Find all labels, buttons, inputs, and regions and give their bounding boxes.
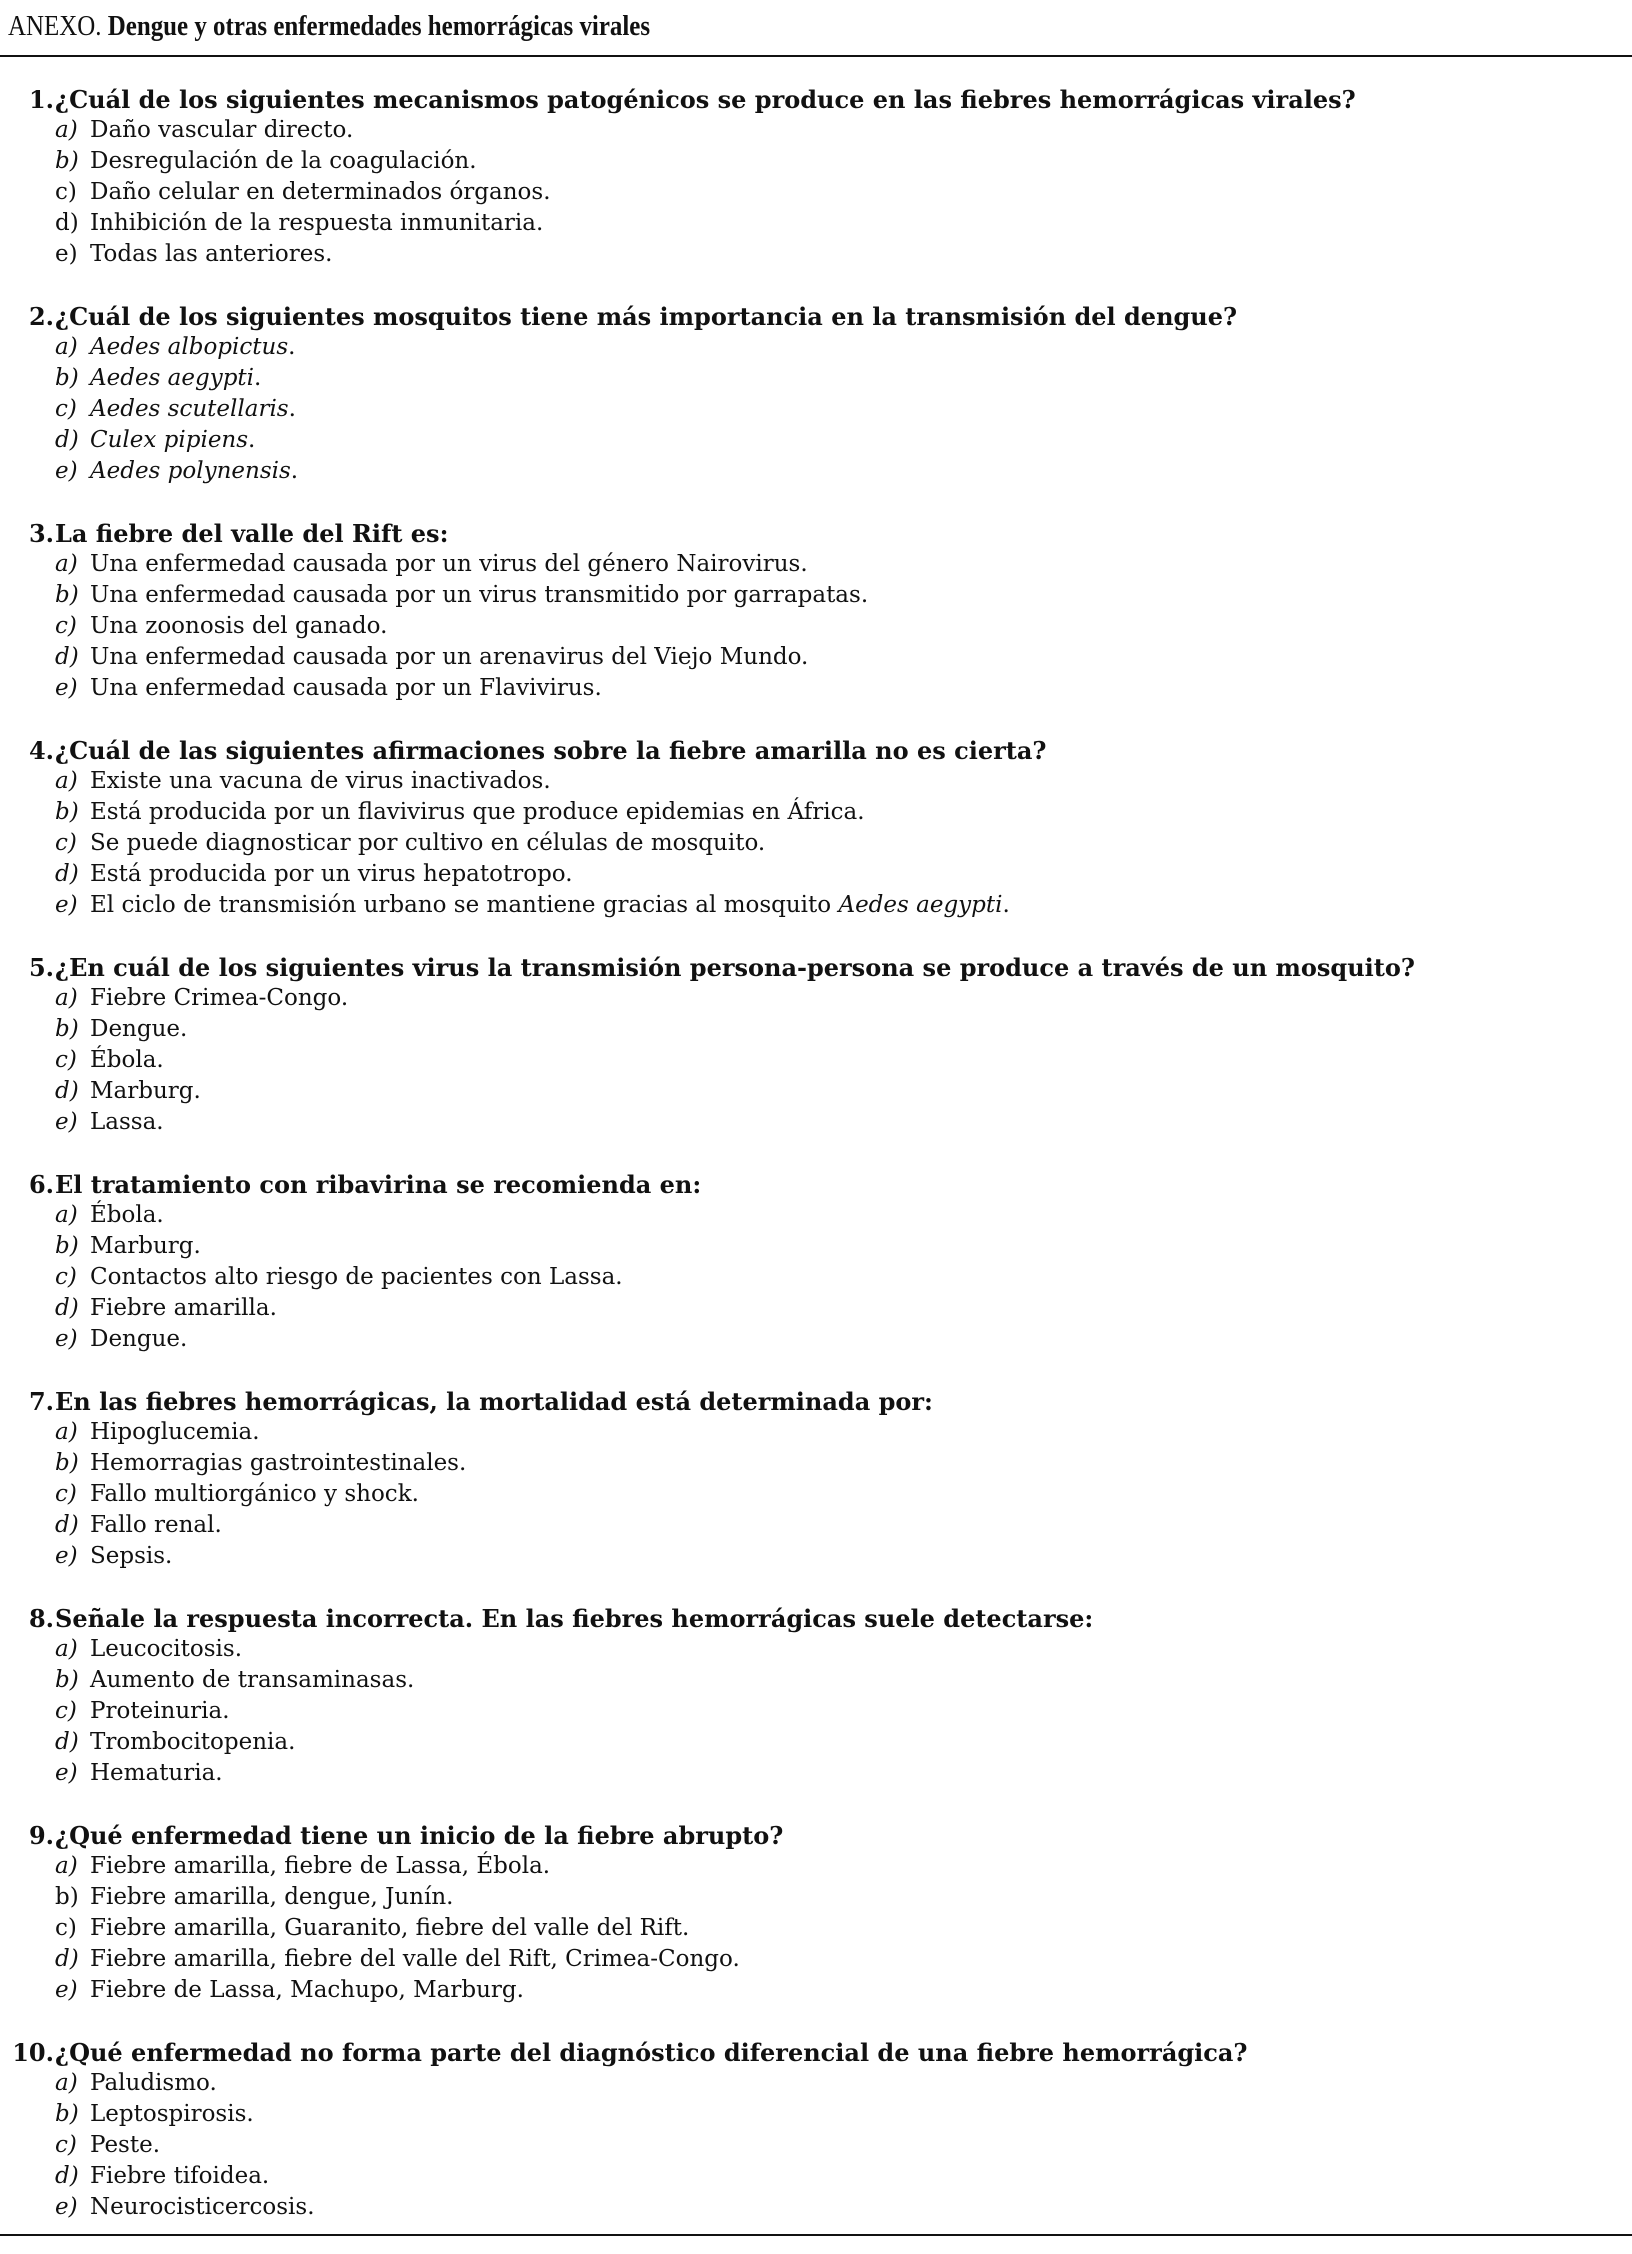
option-main-text: Lassa. bbox=[90, 1109, 164, 1135]
option-main-text: Fiebre amarilla. bbox=[90, 1295, 277, 1321]
option-text bbox=[90, 1510, 222, 1541]
question-heading bbox=[0, 1169, 1632, 1200]
option-text bbox=[90, 1913, 689, 1944]
option-letter: c) bbox=[55, 1264, 77, 1290]
question-heading bbox=[0, 2037, 1632, 2068]
option-letter: a) bbox=[55, 1202, 78, 1228]
option-letter: d) bbox=[55, 2163, 79, 2189]
option-main-text: Fiebre amarilla, fiebre de Lassa, Ébola. bbox=[90, 1853, 551, 1879]
option-text bbox=[90, 456, 298, 487]
option-main-text: Dengue. bbox=[90, 1326, 188, 1352]
question-10 bbox=[0, 2037, 1632, 2223]
option-main-text: Existe una vacuna de virus inactivados. bbox=[90, 768, 551, 794]
answer-options bbox=[0, 1200, 1632, 1355]
option-main-text: Inhibición de la respuesta inmunitaria. bbox=[90, 210, 544, 236]
answer-option bbox=[0, 1541, 1632, 1572]
answer-option bbox=[0, 580, 1632, 611]
question-number: 1. bbox=[28, 85, 54, 114]
option-main-text: Hipoglucemia. bbox=[90, 1419, 260, 1445]
option-text bbox=[90, 1324, 187, 1355]
option-main-text: Hemorragias gastrointestinales. bbox=[90, 1450, 467, 1476]
answer-option bbox=[0, 2161, 1632, 2192]
question-heading bbox=[0, 1820, 1632, 1851]
page-header bbox=[8, 8, 650, 44]
option-letter: e) bbox=[55, 892, 78, 918]
question-text: Señale la respuesta incorrecta. En las fiebres hemorrágicas suele detectarse: bbox=[55, 1604, 1094, 1633]
question-8 bbox=[0, 1603, 1632, 1789]
question-text: ¿Cuál de los siguientes mecanismos patogénicos se produce en las fiebres hemorrágicas virales? bbox=[55, 85, 1356, 114]
option-text bbox=[90, 797, 865, 828]
option-letter: a) bbox=[55, 985, 78, 1011]
option-suffix: . bbox=[290, 458, 299, 484]
answer-option bbox=[0, 766, 1632, 797]
option-suffix: . bbox=[248, 427, 256, 453]
option-text bbox=[90, 611, 387, 642]
option-main-text: Aumento de transaminasas. bbox=[90, 1667, 415, 1693]
answer-option bbox=[0, 1634, 1632, 1665]
question-text: La fiebre del valle del Rift es: bbox=[55, 519, 449, 548]
answer-options bbox=[0, 332, 1632, 487]
option-letter: e) bbox=[55, 1977, 78, 2003]
option-letter: a) bbox=[55, 551, 78, 577]
answer-option bbox=[0, 549, 1632, 580]
header-title: Dengue y otras enfermedades hemorrágicas virales bbox=[107, 10, 651, 42]
option-text bbox=[90, 1882, 453, 1913]
option-suffix: . bbox=[288, 334, 296, 360]
option-main-text: Fallo multiorgánico y shock. bbox=[90, 1481, 419, 1507]
option-letter: b) bbox=[55, 582, 79, 608]
option-letter: d) bbox=[55, 1512, 79, 1538]
option-text bbox=[90, 1045, 164, 1076]
option-text bbox=[90, 394, 296, 425]
option-text bbox=[90, 177, 551, 208]
option-letter: b) bbox=[55, 2101, 79, 2127]
option-main-text: Daño celular en determinados órganos. bbox=[90, 179, 551, 205]
option-main-text: Dengue. bbox=[90, 1016, 188, 1042]
option-letter: e) bbox=[55, 2194, 78, 2220]
option-letter: c) bbox=[55, 613, 77, 639]
option-letter: d) bbox=[55, 1946, 79, 1972]
option-letter: e) bbox=[55, 1760, 78, 1786]
option-letter: e) bbox=[55, 241, 78, 267]
option-text bbox=[90, 425, 255, 456]
option-text bbox=[90, 1014, 187, 1045]
question-number: 5. bbox=[28, 953, 54, 982]
question-heading bbox=[0, 518, 1632, 549]
option-emphasis: Aedes aegypti bbox=[838, 892, 1003, 918]
answer-option bbox=[0, 611, 1632, 642]
option-letter: b) bbox=[55, 799, 79, 825]
option-main-text: Aedes aegypti bbox=[90, 365, 255, 391]
question-7 bbox=[0, 1386, 1632, 1572]
answer-option bbox=[0, 456, 1632, 487]
option-letter: d) bbox=[55, 1078, 79, 1104]
option-main-text: Fiebre amarilla, fiebre del valle del Rift, Crimea-Congo. bbox=[90, 1946, 740, 1972]
answer-options bbox=[0, 766, 1632, 921]
option-text bbox=[90, 332, 295, 363]
option-letter: e) bbox=[55, 1109, 78, 1135]
answer-option bbox=[0, 2130, 1632, 2161]
option-main-text: Proteinuria. bbox=[90, 1698, 230, 1724]
option-main-text: Culex pipiens bbox=[90, 427, 249, 453]
answer-option bbox=[0, 1944, 1632, 1975]
answer-option bbox=[0, 1107, 1632, 1138]
option-letter: d) bbox=[55, 210, 79, 236]
answer-option bbox=[0, 2192, 1632, 2223]
option-main-text: Se puede diagnosticar por cultivo en células de mosquito. bbox=[90, 830, 766, 856]
question-heading bbox=[0, 301, 1632, 332]
answer-option bbox=[0, 1417, 1632, 1448]
answer-option bbox=[0, 1913, 1632, 1944]
option-letter: b) bbox=[55, 1450, 79, 1476]
option-main-text: Fallo renal. bbox=[90, 1512, 222, 1538]
question-number: 10. bbox=[12, 2038, 54, 2067]
option-letter: a) bbox=[55, 117, 78, 143]
option-text bbox=[90, 1541, 172, 1572]
option-main-text: Una enfermedad causada por un virus transmitido por garrapatas. bbox=[90, 582, 869, 608]
option-letter: c) bbox=[55, 2132, 77, 2158]
option-suffix: . bbox=[254, 365, 262, 391]
question-text: El tratamiento con ribavirina se recomienda en: bbox=[55, 1170, 702, 1199]
option-main-text: Marburg. bbox=[90, 1078, 201, 1104]
option-letter: c) bbox=[55, 830, 77, 856]
option-letter: e) bbox=[55, 1326, 78, 1352]
option-text bbox=[90, 983, 348, 1014]
option-letter: a) bbox=[55, 768, 78, 794]
answer-option bbox=[0, 363, 1632, 394]
answer-option bbox=[0, 2068, 1632, 2099]
option-main-text: Peste. bbox=[90, 2132, 161, 2158]
option-main-text: Aedes polynensis bbox=[90, 458, 291, 484]
option-text bbox=[90, 1293, 277, 1324]
option-text bbox=[90, 1696, 230, 1727]
answer-option bbox=[0, 983, 1632, 1014]
question-3 bbox=[0, 518, 1632, 704]
answer-option bbox=[0, 1479, 1632, 1510]
option-letter: d) bbox=[55, 644, 79, 670]
option-letter: e) bbox=[55, 675, 78, 701]
answer-options bbox=[0, 983, 1632, 1138]
question-number: 6. bbox=[28, 1170, 54, 1199]
option-main-text: Neurocisticercosis. bbox=[90, 2194, 315, 2220]
option-letter: a) bbox=[55, 1636, 78, 1662]
answer-option bbox=[0, 1758, 1632, 1789]
answer-option bbox=[0, 1200, 1632, 1231]
answer-option bbox=[0, 1975, 1632, 2006]
answer-options bbox=[0, 115, 1632, 270]
answer-option bbox=[0, 1696, 1632, 1727]
header-label: ANEXO. bbox=[8, 10, 102, 42]
option-text bbox=[90, 1944, 740, 1975]
header-divider bbox=[0, 55, 1632, 57]
option-letter: d) bbox=[55, 427, 79, 453]
option-letter: e) bbox=[55, 458, 78, 484]
question-2 bbox=[0, 301, 1632, 487]
option-text bbox=[90, 1107, 164, 1138]
question-list bbox=[0, 84, 1632, 2254]
answer-option bbox=[0, 394, 1632, 425]
question-text: ¿Cuál de los siguientes mosquitos tiene más importancia en la transmisión del dengue? bbox=[55, 302, 1238, 331]
question-4 bbox=[0, 735, 1632, 921]
option-text bbox=[90, 2099, 254, 2130]
option-text bbox=[90, 890, 1010, 921]
answer-option bbox=[0, 332, 1632, 363]
answer-option bbox=[0, 208, 1632, 239]
question-6 bbox=[0, 1169, 1632, 1355]
question-5 bbox=[0, 952, 1632, 1138]
option-letter: d) bbox=[55, 861, 79, 887]
question-number: 8. bbox=[28, 1604, 54, 1633]
option-text bbox=[90, 2130, 160, 2161]
answer-option bbox=[0, 1045, 1632, 1076]
option-text bbox=[90, 208, 543, 239]
option-main-text: Una enfermedad causada por un arenavirus del Viejo Mundo. bbox=[90, 644, 809, 670]
option-main-text: Fiebre de Lassa, Machupo, Marburg. bbox=[90, 1977, 524, 2003]
option-letter: c) bbox=[55, 1915, 77, 1941]
option-text bbox=[90, 828, 765, 859]
answer-options bbox=[0, 1851, 1632, 2006]
answer-option bbox=[0, 1448, 1632, 1479]
option-main-text: Aedes albopictus bbox=[90, 334, 289, 360]
answer-option bbox=[0, 177, 1632, 208]
question-heading bbox=[0, 1603, 1632, 1634]
option-letter: b) bbox=[55, 1667, 79, 1693]
option-main-text: Sepsis. bbox=[90, 1543, 173, 1569]
option-main-text: Leucocitosis. bbox=[90, 1636, 243, 1662]
option-text bbox=[90, 1200, 164, 1231]
option-text bbox=[90, 1851, 550, 1882]
option-main-text: Paludismo. bbox=[90, 2070, 217, 2096]
option-main-text: Está producida por un flavivirus que produce epidemias en África. bbox=[90, 799, 865, 825]
answer-option bbox=[0, 1014, 1632, 1045]
option-main-text: Desregulación de la coagulación. bbox=[90, 148, 477, 174]
option-main-text: Ébola. bbox=[90, 1202, 164, 1228]
option-text bbox=[90, 115, 353, 146]
option-letter: a) bbox=[55, 2070, 78, 2096]
option-main-text: Una zoonosis del ganado. bbox=[90, 613, 388, 639]
option-text bbox=[90, 1479, 419, 1510]
question-number: 9. bbox=[28, 1821, 54, 1850]
option-main-text: Fiebre tifoidea. bbox=[90, 2163, 270, 2189]
answer-option bbox=[0, 1665, 1632, 1696]
answer-option bbox=[0, 1231, 1632, 1262]
option-letter: c) bbox=[55, 179, 77, 205]
option-main-text: Leptospirosis. bbox=[90, 2101, 254, 2127]
option-letter: a) bbox=[55, 1853, 78, 1879]
option-suffix: . bbox=[1002, 892, 1010, 918]
footer-divider bbox=[0, 2234, 1632, 2236]
option-text bbox=[90, 1975, 524, 2006]
answer-option bbox=[0, 146, 1632, 177]
question-9 bbox=[0, 1820, 1632, 2006]
answer-option bbox=[0, 2099, 1632, 2130]
question-text: ¿Qué enfermedad tiene un inicio de la fiebre abrupto? bbox=[55, 1821, 784, 1850]
answer-option bbox=[0, 1510, 1632, 1541]
question-number: 3. bbox=[28, 519, 54, 548]
option-text bbox=[90, 549, 808, 580]
answer-option bbox=[0, 890, 1632, 921]
option-letter: d) bbox=[55, 1729, 79, 1755]
option-text bbox=[90, 1634, 242, 1665]
answer-options bbox=[0, 1417, 1632, 1572]
option-letter: c) bbox=[55, 1047, 77, 1073]
option-main-text: Fiebre amarilla, dengue, Junín. bbox=[90, 1884, 454, 1910]
answer-option bbox=[0, 859, 1632, 890]
option-main-text: Fiebre amarilla, Guaranito, fiebre del valle del Rift. bbox=[90, 1915, 690, 1941]
answer-option bbox=[0, 1293, 1632, 1324]
option-main-text: Aedes scutellaris bbox=[90, 396, 289, 422]
option-text bbox=[90, 1417, 260, 1448]
question-heading bbox=[0, 1386, 1632, 1417]
option-letter: c) bbox=[55, 1481, 77, 1507]
option-letter: b) bbox=[55, 1884, 79, 1910]
option-letter: e) bbox=[55, 1543, 78, 1569]
question-heading bbox=[0, 84, 1632, 115]
option-text bbox=[90, 859, 573, 890]
option-text bbox=[90, 766, 551, 797]
question-1 bbox=[0, 84, 1632, 270]
answer-option bbox=[0, 1324, 1632, 1355]
option-main-text: Una enfermedad causada por un virus del género Nairovirus. bbox=[90, 551, 808, 577]
answer-option bbox=[0, 239, 1632, 270]
option-letter: b) bbox=[55, 148, 79, 174]
answer-option bbox=[0, 115, 1632, 146]
question-number: 2. bbox=[28, 302, 54, 331]
option-text bbox=[90, 2161, 269, 2192]
option-letter: b) bbox=[55, 1016, 79, 1042]
answer-options bbox=[0, 2068, 1632, 2223]
option-text bbox=[90, 2068, 217, 2099]
question-text: ¿Cuál de las siguientes afirmaciones sobre la fiebre amarilla no es cierta? bbox=[55, 736, 1047, 765]
option-main-text: Hematuria. bbox=[90, 1760, 223, 1786]
question-text: ¿Qué enfermedad no forma parte del diagnóstico diferencial de una fiebre hemorrágica? bbox=[55, 2038, 1248, 2067]
option-text bbox=[90, 1665, 414, 1696]
answer-option bbox=[0, 642, 1632, 673]
option-text bbox=[90, 146, 477, 177]
answer-option bbox=[0, 1727, 1632, 1758]
answer-option bbox=[0, 673, 1632, 704]
question-heading bbox=[0, 735, 1632, 766]
option-main-text: Ébola. bbox=[90, 1047, 164, 1073]
option-letter: c) bbox=[55, 396, 77, 422]
option-suffix: . bbox=[288, 396, 296, 422]
question-number: 4. bbox=[28, 736, 54, 765]
answer-option bbox=[0, 828, 1632, 859]
answer-option bbox=[0, 797, 1632, 828]
option-text bbox=[90, 673, 602, 704]
option-text bbox=[90, 1758, 223, 1789]
option-text bbox=[90, 363, 261, 394]
option-text bbox=[90, 1231, 201, 1262]
option-text bbox=[90, 580, 868, 611]
option-letter: d) bbox=[55, 1295, 79, 1321]
option-text bbox=[90, 2192, 315, 2223]
option-letter: a) bbox=[55, 1419, 78, 1445]
option-main-text: Marburg. bbox=[90, 1233, 201, 1259]
option-main-text: Contactos alto riesgo de pacientes con Lassa. bbox=[90, 1264, 623, 1290]
option-text bbox=[90, 1262, 623, 1293]
option-main-text: Daño vascular directo. bbox=[90, 117, 354, 143]
question-text: ¿En cuál de los siguientes virus la transmisión persona-persona se produce a través de un mosquito? bbox=[55, 953, 1415, 982]
question-heading bbox=[0, 952, 1632, 983]
option-letter: b) bbox=[55, 1233, 79, 1259]
option-letter: a) bbox=[55, 334, 78, 360]
option-main-text: Todas las anteriores. bbox=[90, 241, 333, 267]
question-text: En las fiebres hemorrágicas, la mortalidad está determinada por: bbox=[55, 1387, 933, 1416]
option-main-text: El ciclo de transmisión urbano se mantiene gracias al mosquito bbox=[90, 892, 832, 918]
option-text bbox=[90, 1727, 295, 1758]
answer-option bbox=[0, 1882, 1632, 1913]
answer-options bbox=[0, 549, 1632, 704]
option-main-text: Está producida por un virus hepatotropo. bbox=[90, 861, 573, 887]
option-text bbox=[90, 642, 808, 673]
option-main-text: Fiebre Crimea-Congo. bbox=[90, 985, 349, 1011]
option-main-text: Una enfermedad causada por un Flavivirus. bbox=[90, 675, 602, 701]
question-number: 7. bbox=[28, 1387, 54, 1416]
option-text bbox=[90, 1076, 201, 1107]
answer-option bbox=[0, 1851, 1632, 1882]
option-letter: b) bbox=[55, 365, 79, 391]
answer-option bbox=[0, 425, 1632, 456]
option-main-text: Trombocitopenia. bbox=[90, 1729, 296, 1755]
option-letter: c) bbox=[55, 1698, 77, 1724]
answer-option bbox=[0, 1076, 1632, 1107]
answer-option bbox=[0, 1262, 1632, 1293]
option-text bbox=[90, 1448, 466, 1479]
answer-options bbox=[0, 1634, 1632, 1789]
option-text bbox=[90, 239, 332, 270]
